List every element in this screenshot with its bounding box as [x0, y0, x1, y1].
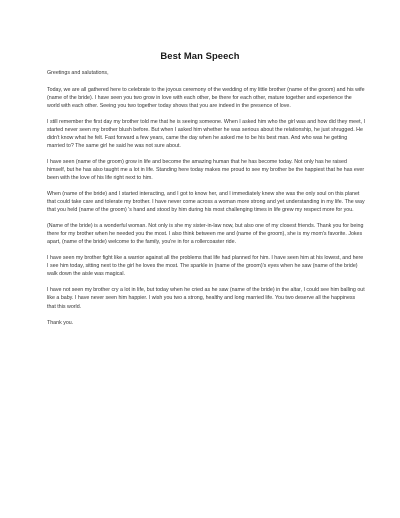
paragraph: I have seen my brother fight like a warrior against all the problems that life had planned for him. I have seen him at his lowest, and here I see him today, sitting next to the girl he loves the most. The sparkle in (name of the groom)'s eyes when he saw (name of the bride) walk down the aisle was magical.: [47, 255, 364, 278]
document-title: Best Man Speech: [160, 50, 240, 61]
greeting-line: Greetings and salutations,: [47, 70, 109, 76]
document-body: [47, 69, 365, 335]
paragraph: I have seen (name of the groom) grow in life and become the amazing human that he has become today. Not only has he raised himself, but he has also taught me a lot in life. Standing here today makes me proud to see my brother be the happiest that he has ever been with the love of his life right next to him.: [47, 158, 365, 181]
paragraph: When (name of the bride) and I started interacting, and I got to know her, and I immediately knew she was the only soul on this planet that could take care and tolerate my brother. I have never come across a woman more strong and yet understanding in my life. The way that you held (name of the groom) 's hand and stood by him during his most challenging times in life grew my respect more for you.: [47, 191, 365, 214]
paragraph: I still remember the first day my brother told me that he is seeing someone. When I asked him who the girl was and how did they meet, I started never seen my brother blush before. But when I asked him whether he was serious about the relationship, he just shrugged. He didn't know what he felt. Fast forward a few years, came the day when he asked me to be his best man. And who was he getting married to? The same girl he said he was not sure about.: [47, 118, 365, 149]
paragraph: (Name of the bride) is a wonderful woman. Not only is she my sister-in-law now, but also one of my closest friends. Thank you for being there for my brother when he needed you the most. I also think between me and (name of the groom), she is my mom's favorite. Jokes apart, (name of the bride) welcome to the family, you're in for a rollercoaster ride.: [47, 223, 364, 246]
closing-line: Thank you.: [47, 319, 74, 326]
paragraph: Today, we are all gathered here to celebrate to the joyous ceremony of the wedding of my little brother (name of the groom) and his wife (name of the bride). I have seen you two grow in love with each other, be there for each other, mature together and experience the world with each other. Seeing you two together today shows that you are indeed in the presence of love.: [47, 86, 365, 109]
paragraph: I have not seen my brother cry a lot in life, but today when he cried as he saw (name of the bride) in the altar, I could see him balling out like a baby. I have never seen him happier. I wish you two a strong, healthy and long married life. You two deserve all the happiness that this world.: [47, 287, 365, 310]
